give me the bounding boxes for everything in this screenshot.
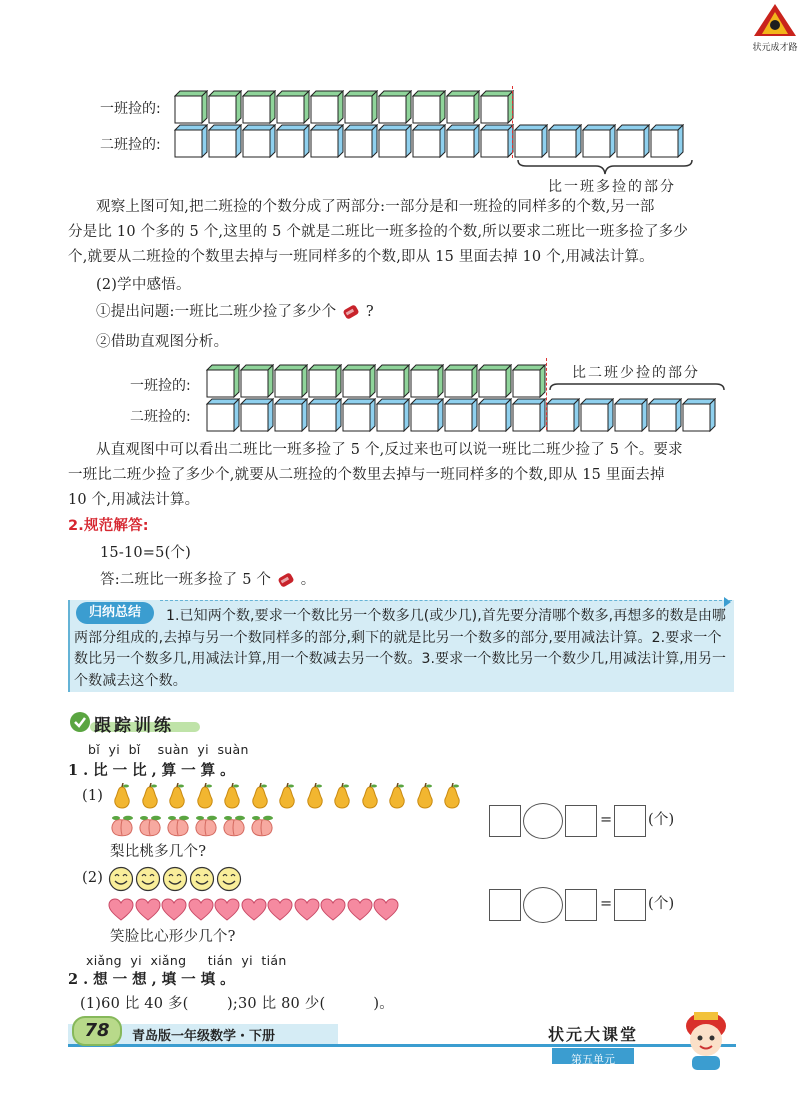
cube	[512, 398, 546, 432]
pear-icon	[193, 783, 217, 813]
peach-icon	[192, 814, 220, 842]
fig1-brace-label: 比一班多捡的部分	[548, 179, 676, 195]
cube	[478, 398, 512, 432]
pear-icon	[220, 783, 244, 813]
q1-sub1-question: 梨比桃多几个?	[110, 844, 207, 860]
pear-icon	[275, 783, 299, 813]
heart-icon	[294, 898, 320, 926]
q1-sub1-label: (1)	[82, 788, 104, 804]
can-icon	[276, 571, 296, 589]
cube	[512, 364, 546, 398]
solution-heading: 2.规范解答:	[68, 518, 149, 534]
peach-icon	[220, 814, 248, 842]
pear-icon	[110, 783, 134, 813]
para2-line2: 一班比二班少捡了多少个,就要从二班捡的个数里去掉与一班同样多的个数,即从 15 里面去掉	[68, 467, 665, 483]
book-title: 青岛版一年级数学・下册	[132, 1029, 276, 1044]
heart-icon	[188, 898, 214, 926]
q1b-answer-box-2[interactable]	[565, 889, 597, 921]
fig1-row1-label: 一班捡的:	[100, 101, 161, 117]
brand-name: 状元大课堂	[548, 1025, 639, 1044]
q1-sub2-label: (2)	[82, 870, 104, 886]
heart-icon	[267, 898, 293, 926]
pear-icon	[138, 783, 162, 813]
cube	[308, 364, 342, 398]
cube	[446, 90, 480, 124]
cube	[582, 124, 616, 158]
cube	[580, 398, 614, 432]
fig2-row1-label: 一班捡的:	[130, 378, 191, 394]
para1-line2: 分是比 10 个多的 5 个,这里的 5 个就是二班比一班多捡的个数,所以要求二班比一班多捡了多少	[68, 224, 689, 240]
cube	[378, 124, 412, 158]
q1b-operator-circle[interactable]	[523, 887, 563, 923]
cube	[648, 398, 682, 432]
question-line	[96, 300, 374, 325]
logo-emblem-icon	[752, 2, 798, 38]
heart-row	[108, 898, 408, 922]
cube	[376, 364, 410, 398]
cube	[446, 124, 480, 158]
para2-line3: 10 个,用减法计算。	[68, 492, 200, 508]
para1-line1: 观察上图可知,把二班捡的个数分成了两部分:一部分是和一班捡的同样多的个数,另一部	[96, 199, 655, 215]
smiley-icon	[135, 866, 161, 896]
cube	[342, 364, 376, 398]
peach-icon	[248, 814, 276, 842]
smiley-icon	[108, 866, 134, 896]
q1-title: 1.比一比,算一算。	[68, 762, 240, 779]
q1b-answer-box-1[interactable]	[489, 889, 521, 921]
cube	[276, 124, 310, 158]
cube	[242, 124, 276, 158]
pear-icon	[248, 783, 272, 813]
peach-icon	[108, 814, 136, 842]
cube	[242, 90, 276, 124]
fig1-row1-cubes	[174, 90, 524, 124]
para2-line1: 从直观图中可以看出二班比一班多捡了 5 个,反过来也可以说一班比二班少捡了 5 个。要求	[96, 442, 683, 458]
corner-logo	[752, 2, 798, 53]
logo-text: 状元成才路	[752, 43, 798, 53]
smiley-row	[108, 866, 248, 892]
fig2-row2-label: 二班捡的:	[130, 409, 191, 425]
fig1-brace	[516, 158, 694, 178]
smiley-icon	[216, 866, 242, 896]
q1b-result-box[interactable]	[614, 889, 646, 921]
smiley-icon	[189, 866, 215, 896]
pear-icon	[413, 783, 437, 813]
heart-icon	[214, 898, 240, 926]
cube	[548, 124, 582, 158]
cube	[378, 90, 412, 124]
heart-icon	[347, 898, 373, 926]
pear-icon	[440, 783, 464, 813]
q1b-unit: (个)	[648, 896, 675, 912]
cube	[174, 90, 208, 124]
cube	[276, 90, 310, 124]
heart-icon	[241, 898, 267, 926]
cube	[478, 364, 512, 398]
question-end: ?	[365, 304, 374, 320]
q2-title: 2.想一想,填一填。	[68, 971, 240, 988]
q1-sub2-question: 笑脸比心形少几个?	[110, 929, 236, 945]
pear-icon	[385, 783, 409, 813]
analysis-line: ②借助直观图分析。	[96, 334, 229, 350]
answer-end: 。	[300, 572, 316, 588]
cube	[240, 364, 274, 398]
fig1-row2-cubes	[174, 124, 694, 158]
q1a-unit: (个)	[648, 812, 675, 828]
cube	[412, 124, 446, 158]
answer-text: 答:二班比一班多捡了 5 个	[100, 572, 272, 588]
q1a-equals: =	[600, 812, 613, 828]
fig1-row2-label: 二班捡的:	[100, 137, 161, 153]
cube	[174, 124, 208, 158]
pear-icon	[330, 783, 354, 813]
q1a-answer-box-1[interactable]	[489, 805, 521, 837]
equation: 15-10=5(个)	[100, 545, 191, 561]
pear-row	[110, 783, 480, 809]
cube	[444, 398, 478, 432]
question-text: ①提出问题:一班比二班少捡了多少个	[96, 304, 337, 320]
q1b-equals: =	[600, 896, 613, 912]
pear-icon	[303, 783, 327, 813]
page-number: 78	[84, 1020, 110, 1041]
pear-icon	[165, 783, 189, 813]
q2-line1[interactable]: (1)60 比 40 多( );30 比 80 少( )。	[80, 996, 394, 1012]
heart-icon	[161, 898, 187, 926]
peach-icon	[136, 814, 164, 842]
cube	[444, 364, 478, 398]
cube	[206, 398, 240, 432]
fig2-brace-label: 比二班少捡的部分	[572, 365, 700, 381]
heart-icon	[320, 898, 346, 926]
mascot-icon	[676, 1004, 736, 1070]
cube	[208, 90, 242, 124]
peach-icon	[164, 814, 192, 842]
heart-icon	[135, 898, 161, 926]
q1a-answer-box-2[interactable]	[565, 805, 597, 837]
step2-title: (2)学中感悟。	[96, 277, 191, 293]
cube	[310, 90, 344, 124]
fig2-row1-cubes	[206, 364, 556, 398]
heart-icon	[108, 898, 134, 926]
fig1-divider	[512, 86, 513, 158]
unit-tag	[552, 1048, 634, 1064]
cube	[682, 398, 716, 432]
heart-icon	[373, 898, 399, 926]
cube	[616, 124, 650, 158]
can-icon	[341, 303, 361, 321]
pear-icon	[358, 783, 382, 813]
cube	[274, 398, 308, 432]
cube	[274, 364, 308, 398]
practice-heading-label: 跟踪训练	[94, 716, 174, 736]
cube	[614, 398, 648, 432]
summary-body: 1.已知两个数,要求一个数比另一个数多几(或少几),首先要分清哪个数多,再想多的数是由哪两部分组成的,去掉与另一个数同样多的部分,剩下的就是比另一个数多的部分,要用减法计算。2.要求一个数比另一个数多几,用减法计算,用一个数减去另一个数。3.要求一个数比另一个数少几,用减法计算,用另一个数减去这个数。	[74, 608, 727, 689]
cube	[310, 124, 344, 158]
smiley-icon	[162, 866, 188, 896]
cube	[342, 398, 376, 432]
unit-label: 第五单元	[571, 1053, 615, 1066]
cube	[308, 398, 342, 432]
cube	[344, 90, 378, 124]
summary-top-rule	[160, 600, 732, 601]
para1-line3: 个,就要从二班捡的个数里去掉与一班同样多的个数,即从 15 里面去掉 10 个,用减法计算。	[68, 249, 654, 265]
cube	[412, 90, 446, 124]
fig2-row2-cubes	[206, 398, 726, 432]
cube	[208, 124, 242, 158]
q1-pinyin: bǐ yi bǐ suàn yi suàn	[88, 742, 249, 757]
peach-row	[108, 814, 298, 838]
practice-heading	[68, 710, 208, 736]
practice-icon	[68, 710, 92, 734]
fig2-divider	[546, 358, 547, 430]
page-number-badge	[72, 1016, 122, 1046]
cube	[206, 364, 240, 398]
cube	[546, 398, 580, 432]
summary-badge-label: 归纳总结	[88, 605, 141, 620]
cube	[240, 398, 274, 432]
summary-text	[74, 606, 730, 692]
q1a-result-box[interactable]	[614, 805, 646, 837]
cube	[650, 124, 684, 158]
cube	[480, 124, 514, 158]
q1a-operator-circle[interactable]	[523, 803, 563, 839]
q2-pinyin: xiǎng yi xiǎng tián yi tián	[86, 953, 287, 968]
cube	[376, 398, 410, 432]
cube	[410, 364, 444, 398]
answer-line	[100, 568, 315, 593]
cube	[344, 124, 378, 158]
cube	[514, 124, 548, 158]
cube	[480, 90, 514, 124]
cube	[410, 398, 444, 432]
